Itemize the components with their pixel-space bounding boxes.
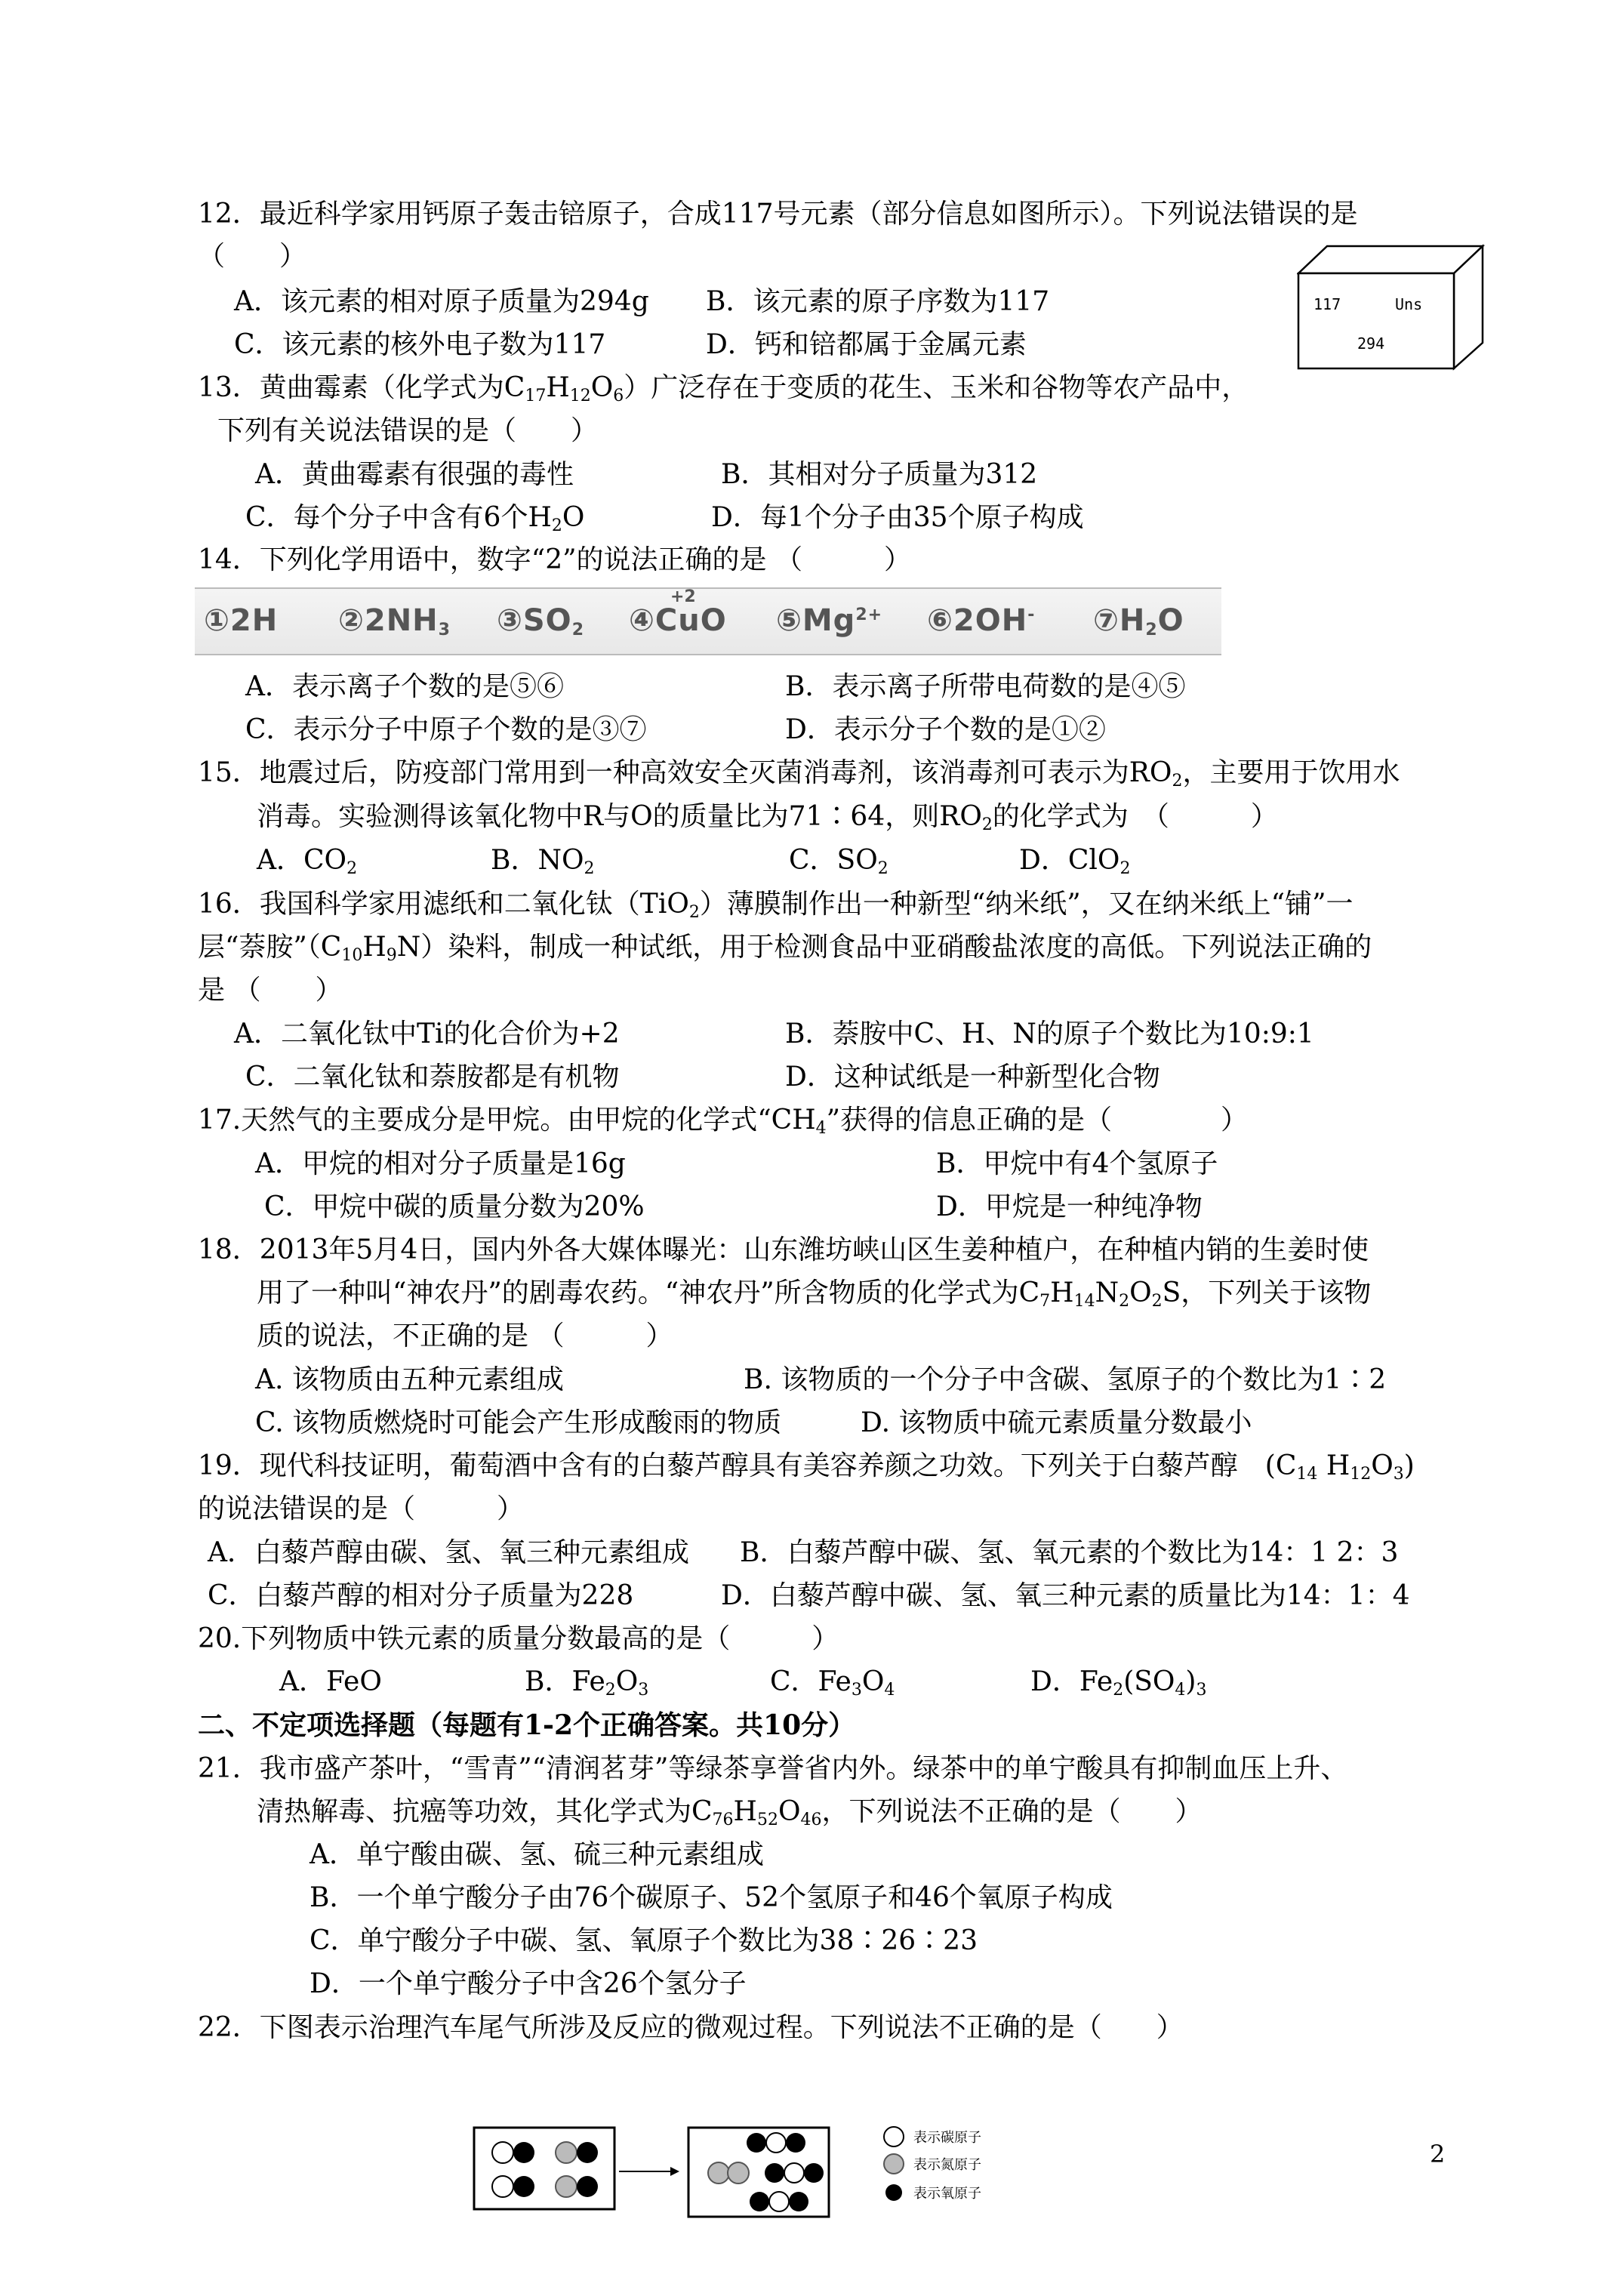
q21-option-b[interactable]: B．一个单宁酸分子由76个碳原子、52个氢原子和46个氧原子构成 [310, 1882, 1113, 1913]
q17-option-a[interactable]: A．甲烷的相对分子质量是16g [255, 1148, 626, 1179]
q14-formula-strip [195, 587, 1221, 655]
q17-option-d[interactable]: D．甲烷是一种纯净物 [936, 1191, 1203, 1222]
q15-stem-line1: 15．地震过后，防疫部门常用到一种高效安全灭菌消毒剂，该消毒剂可表示为$RO_2$，主要用于饮用水 [198, 757, 1400, 791]
q12-option-d[interactable]: D．钙和锫都属于金属元素 [706, 329, 1027, 360]
q16-option-d[interactable]: D．这种试纸是一种新型化合物 [785, 1062, 1160, 1093]
q20-option-d[interactable]: D．$Fe_2(SO_4)_3$ [1030, 1666, 1207, 1700]
q21-option-c[interactable]: C．单宁酸分子中碳、氢、氧原子个数比为38∶26∶23 [310, 1925, 978, 1956]
q20-option-b[interactable]: B．$Fe_2O_3$ [525, 1666, 649, 1700]
q20-option-c[interactable]: C．$Fe_3O_4$ [770, 1666, 895, 1700]
q15-option-b[interactable]: B．$NO_2$ [491, 845, 595, 878]
q12-stem: 12．最近科学家用钙原子轰击锫原子，合成117号元素（部分信息如图所示）。下列说法错误的是 [198, 199, 1358, 230]
q13-stem-line2: 下列有关说法错误的是（ ） [217, 415, 599, 446]
element-box-figure [1297, 243, 1486, 371]
q18-stem-line1: 18．2013年5月4日，国内外各大媒体曝光：山东潍坊峡山区生姜种植户，在种植内销的生姜时使 [198, 1234, 1369, 1265]
q13-option-a[interactable]: A．黄曲霉素有很强的毒性 [255, 459, 574, 490]
element-number: 117 [1313, 295, 1341, 313]
q20-option-a[interactable]: A．FeO [279, 1666, 382, 1697]
q13-option-b[interactable]: B．其相对分子质量为312 [721, 459, 1038, 490]
q17-stem: 17.天然气的主要成分是甲烷。由甲烷的化学式“$CH_4$”获得的信息正确的是（ ） [198, 1105, 1249, 1138]
q14-stem: 14．下列化学用语中，数字“2”的说法正确的是 （ ） [198, 544, 911, 575]
q20-stem: 20.下列物质中铁元素的质量分数最高的是（ ） [198, 1623, 839, 1654]
element-symbol: Uns [1395, 295, 1423, 313]
q14-option-b[interactable]: B．表示离子所带电荷数的是④⑤ [785, 671, 1186, 702]
section-2-heading: 二、不定项选择题（每题有1-2个正确答案。共10分） [198, 1709, 856, 1741]
q19-stem-line2: 的说法错误的是（ ） [198, 1493, 525, 1524]
q14-option-c[interactable]: C．表示分子中原子个数的是③⑦ [245, 714, 647, 745]
q12-option-a[interactable]: A．该元素的相对原子质量为294g [234, 286, 649, 317]
q19-option-c[interactable]: C．白藜芦醇的相对分子质量为228 [208, 1580, 634, 1611]
formula-4: ④CuO [629, 603, 727, 638]
q12-option-c[interactable]: C．该元素的核外电子数为117 [234, 329, 606, 360]
q21-stem-line1: 21．我市盛产茶叶，“雪青”“清润茗芽”等绿茶享誉省内外。绿茶中的单宁酸具有抑制血压上升、 [198, 1753, 1348, 1784]
q19-option-d[interactable]: D．白藜芦醇中碳、氢、氧三种元素的质量比为14：1：4 [721, 1580, 1410, 1611]
q18-option-b[interactable]: B. 该物质的一个分子中含碳、氢原子的个数比为1∶2 [744, 1364, 1387, 1395]
q21-stem-line2: 清热解毒、抗癌等功效，其化学式为$C_{76}H_{52}O_{46}$，下列说法不正确的是（ ） [257, 1796, 1203, 1829]
q18-option-d[interactable]: D. 该物质中硫元素质量分数最小 [861, 1407, 1252, 1438]
formula-1: ①2H [204, 603, 279, 638]
legend-carbon: 表示碳原子 [913, 2130, 981, 2146]
q16-option-b[interactable]: B．萘胺中C、H、N的原子个数比为10:9:1 [785, 1019, 1314, 1049]
q16-option-c[interactable]: C．二氧化钛和萘胺都是有机物 [245, 1062, 620, 1093]
q14-option-a[interactable]: A．表示离子个数的是⑤⑥ [245, 671, 564, 702]
formula-7: $⑦H_2O$ [1093, 603, 1184, 639]
element-mass: 294 [1357, 334, 1385, 353]
page-number: 2 [1430, 2140, 1446, 2168]
legend-oxygen: 表示氧原子 [913, 2186, 981, 2202]
formula-6: ⑥2OH- [927, 603, 1036, 638]
q19-option-b[interactable]: B．白藜芦醇中碳、氢、氧元素的个数比为14：1 2：3 [740, 1537, 1399, 1568]
q13-option-d[interactable]: D．每1个分子由35个原子构成 [711, 502, 1084, 533]
q21-option-a[interactable]: A．单宁酸由碳、氢、硫三种元素组成 [310, 1839, 764, 1870]
q21-option-d[interactable]: D．一个单宁酸分子中含26个氢分子 [310, 1968, 747, 1999]
q12-paren: （ ） [198, 241, 307, 272]
q15-option-a[interactable]: A．$CO_2$ [257, 845, 358, 878]
formula-3: $③SO_2$ [497, 603, 584, 639]
q15-stem-line2: 消毒。实验测得该氧化物中R与O的质量比为71∶64，则$RO_2$的化学式为 （ ） [257, 801, 1278, 834]
formula-5: $⑤Mg^{2+}$ [776, 603, 883, 638]
q18-stem-line2: 用了一种叫“神农丹”的剧毒农药。“神农丹”所含物质的化学式为$C_7H_{14}N_2O_2S$，下列关于该物 [257, 1277, 1372, 1311]
q16-option-a[interactable]: A．二氧化钛中Ti的化合价为+2 [234, 1019, 620, 1049]
q12-option-b[interactable]: B．该元素的原子序数为117 [706, 286, 1050, 317]
q16-stem-line3: 是 （ ） [198, 975, 343, 1006]
q22-stem: 22．下图表示治理汽车尾气所涉及反应的微观过程。下列说法不正确的是（ ） [198, 2012, 1184, 2043]
q19-stem-line1: 19．现代科技证明，葡萄酒中含有的白藜芦醇具有美容养颜之功效。下列关于白藜芦醇 ($C_{14}$ $H_{12}O_3$) [198, 1450, 1415, 1484]
q15-option-c[interactable]: C．$SO_2$ [789, 845, 888, 878]
q17-option-c[interactable]: C．甲烷中碳的质量分数为20% [264, 1191, 645, 1222]
q16-stem-line2: 层“萘胺$”(C_{10}H_9N)$染料，制成一种试纸，用于检测食品中亚硝酸盐浓度的高低。下列说法正确的 [198, 932, 1372, 965]
q18-option-a[interactable]: A. 该物质由五种元素组成 [255, 1364, 564, 1395]
q16-stem-line1: 16．我国科学家用滤纸和二氧化钛（TiO$_2$）薄膜制作出一种新型“纳米纸”，又在纳米纸上“铺”一 [198, 889, 1354, 922]
reaction-diagram [473, 2126, 1016, 2239]
carbon-atom-icon [884, 2127, 904, 2147]
oxygen-atom-icon [885, 2184, 902, 2201]
q18-stem-line3: 质的说法，不正确的是 （ ） [257, 1321, 673, 1351]
q15-option-d[interactable]: D．ClO$_2$ [1019, 845, 1131, 878]
q19-option-a[interactable]: A．白藜芦醇由碳、氢、氧三种元素组成 [208, 1537, 689, 1568]
legend-nitrogen: 表示氮原子 [913, 2157, 981, 2173]
formula-2: $②2NH_3$ [338, 603, 451, 639]
nitrogen-atom-icon [884, 2154, 904, 2174]
q17-option-b[interactable]: B．甲烷中有4个氢原子 [936, 1148, 1218, 1179]
q14-option-d[interactable]: D．表示分子个数的是①② [785, 714, 1106, 745]
reactant-box [474, 2128, 614, 2209]
q18-option-c[interactable]: C. 该物质燃烧时可能会产生形成酸雨的物质 [255, 1407, 782, 1438]
q13-stem: 13．黄曲霉素（化学式为$C_{17}H_{12}O_6$）广泛存在于变质的花生、玉米和谷物等农产品中， [198, 372, 1249, 405]
q13-option-c[interactable]: C．每个分子中含有6个$H_2O$ [245, 502, 585, 535]
formula-4-valence: +2 [670, 587, 696, 606]
